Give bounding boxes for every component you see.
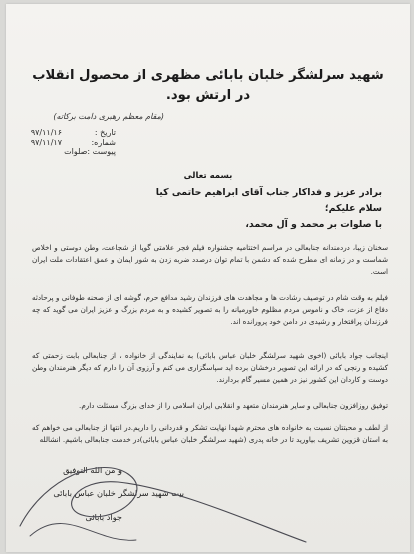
- closing-line: و من الله التوفیق: [63, 465, 122, 475]
- address-line: برادر عزیز و فداکار جناب آقای ابراهیم حاتمی کیا: [155, 187, 382, 198]
- body-paragraph: توفیق روزافزون جنابعالی و سایر هنرمندان متعهد و انقلابی ایران اسلامی را از خدای بزرگ مسئلت دارم.: [79, 401, 388, 410]
- number-label: شماره:: [91, 137, 116, 147]
- signature-name: جواد بابائی: [85, 512, 122, 522]
- leader-motto: (مقام معظم رهبری دامت برکاته): [53, 112, 164, 121]
- address-line: سلام علیکم؛: [324, 203, 382, 214]
- date-label: تاریخ :: [94, 128, 116, 137]
- date-value: ۹۷/۱۱/۱۶: [30, 128, 62, 137]
- closing-line: بیت شهید سرلشگر خلبان عباس بابائی: [53, 488, 184, 498]
- body-paragraph: فیلم به وقت شام در توصیف رشادت ها و مجاهدت های فرزندان رشید مدافع حرم، گوشه ای از صحنه طوفانی و پرحادثه دفاع از عزت، خاک و ناموس مردم مظلوم خاورمیانه را به تصویر کشیده و به مردم بزرگ و عزیز ایران می گوید که چه فرزندان پرافتخار و رشیدی در دامن خود پرورانده اند.: [32, 293, 388, 327]
- body-paragraph: از لطف و محبتتان نسبت به خانواده های محترم شهدا نهایت تشکر و قدردانی را داریم.در انتها از جنابعالی می خواهم که به استان قزوین تشریف بیاورید تا در خانه پدری (شهید سرلشگر خلبان عباس بابائی)در خدمت جنابعالی باشیم. انشالله: [32, 423, 388, 445]
- handwritten-signature: [6, 4, 410, 552]
- body-paragraph: سخنان زیبا، دردمندانه جنابعالی در مراسم اختتامیه جشنواره فیلم فجر علامتی گویا از شجاعت، وطن دوستی و اخلاص شماست و در زمانه ای مطرح شده که دشمن با تمام توان درصدد ضربه زدن به شور ایمان و عمق اعتقادات ملت ایران است.: [32, 243, 388, 277]
- letter-sheet: [6, 4, 410, 552]
- letter-title: شهید سرلشگر خلبان بابائی مظهری از محصول انقلاب در ارتش بود.: [32, 68, 384, 103]
- bismillah-heading: بسمه تعالی: [183, 171, 233, 181]
- number-value: ۹۷/۱۱/۱۷: [30, 137, 62, 147]
- attachment-line: پیوست :صلوات: [64, 147, 116, 156]
- body-paragraph: اینجانب جواد بابائی (اخوی شهید سرلشگر خلبان عباس بابائی) به نمایندگی از خانواده ، از جنابعالی بابت زحمتی که کشیده و رنجی که در ارائه این تصویر درخشان برده اید سپاسگزاری می کنم و آرزوی آن را دارم که دیگر هنرمندان وطن دوست و کاردان این کشور نیز در همین مسیر گام بردارند.: [32, 351, 388, 385]
- address-line: با صلوات بر محمد و آل محمد،: [245, 219, 382, 230]
